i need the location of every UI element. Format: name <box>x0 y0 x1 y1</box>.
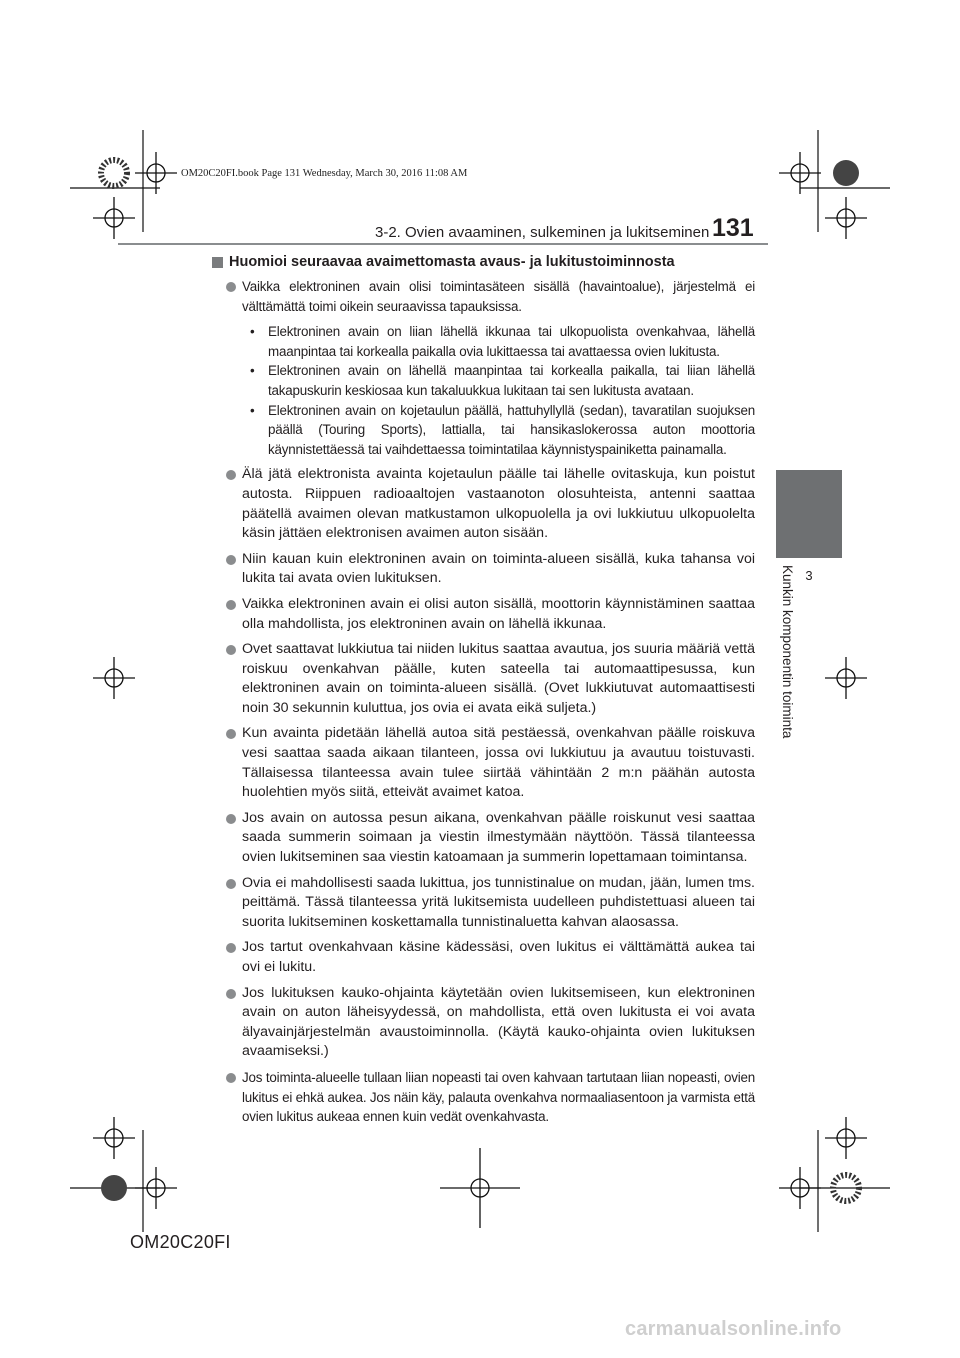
list-item-text: Vaikka elektroninen avain ei olisi auton sisällä, moottorin käynnistäminen saattaa olla mahdollista, jos elektroninen avain on lähellä ikkunaa. <box>242 595 755 632</box>
list-item-text: Ovet saattavat lukkiutua tai niiden lukitus saattaa avautua, jos suuria määriä vettä roiskuu ovenkahvan päälle, kuten sateella tai automaattipesussa, kun elektroninen avain on toiminta-alueen sisällä. (Ovet lukkiutuvat automaattisesti noin 30 sekunnin kuluttua, jos ovia ei avata eikä suljeta.) <box>242 641 755 716</box>
list-item-text: Jos avain on autossa pesun aikana, ovenkahvan päälle roiskunut vesi saattaa saada summerin soimaan ja viestin ilmestymään näyttöön. Tässä tilanteessa ovien lukitseminen saa viestin katoamaan ja summerin lopettamaan toimintansa. <box>242 809 755 866</box>
section-heading-text: Huomioi seuraavaa avaimettomasta avaus- ja lukitustoiminnosta <box>229 254 675 270</box>
circle-bullet-icon <box>226 989 236 999</box>
circle-bullet-icon <box>226 1073 236 1083</box>
chapter-tab <box>776 470 842 558</box>
circle-bullet-icon <box>226 600 236 610</box>
list-item-text: Ovia ei mahdollisesti saada lukittua, jos tunnistinalue on mudan, jään, lumen tms. peittämä. Tässä tilanteessa yritä lukitsemista uudelleen puhdistettuasi alueen tai suorita lukitseminen koskettamalla tunnistinaluetta kahvan alaosassa. <box>242 874 755 930</box>
circle-bullet-icon <box>226 645 236 655</box>
page-content <box>212 252 755 1133</box>
list-item-text: Jos tartut ovenkahvaan käsine kädessäsi, oven lukitus ei välttämättä aukea tai ovi ei lukitu. <box>242 939 755 975</box>
list-item <box>212 724 755 802</box>
printer-header: OM20C20FI.book Page 131 Wednesday, March 30, 2016 11:08 AM <box>181 168 468 179</box>
circle-bullet-icon <box>226 879 236 889</box>
circle-bullet-icon <box>226 470 236 480</box>
chapter-label: Kunkin komponentin toiminta <box>780 565 795 739</box>
list-item <box>212 1068 755 1127</box>
circle-bullet-icon <box>226 943 236 953</box>
list-item <box>212 277 755 459</box>
header-rule <box>118 243 768 245</box>
circle-bullet-icon <box>226 814 236 824</box>
sub-bullet-item: • Elektroninen avain on lähellä maanpintaa tai korkealla paikalla, tai liian lähellä takapuskurin keskiosaa kun takaluukkua lukitaan tai sen lukitusta avataan. <box>250 361 755 400</box>
square-bullet-icon <box>212 257 223 268</box>
section-title: 3-2. Ovien avaaminen, sulkeminen ja lukitseminen <box>375 224 710 241</box>
page-number: 131 <box>712 214 754 242</box>
list-item <box>212 984 755 1062</box>
list-item-text: Niin kauan kuin elektroninen avain on toiminta-alueen sisällä, kuka tahansa voi lukita tai avata ovien lukituksen. <box>242 550 755 587</box>
watermark: carmanualsonline.info <box>625 1318 842 1340</box>
list-item-text: Jos lukituksen kauko-ohjainta käytetään ovien lukitsemiseen, kun elektroninen avain on auton läheisyydessä, on mahdollista, että oven lukitusta ei voi avata älyavainjärjestelmän avaustoiminnolla. (Käytä kauko-ohjainta ovien lukituksen avaamiseksi.) <box>242 984 755 1060</box>
list-item <box>212 640 755 718</box>
list-item <box>212 938 755 977</box>
circle-bullet-icon <box>226 282 236 292</box>
list-item <box>212 465 755 543</box>
section-heading <box>212 252 755 272</box>
list-item-text: Jos toiminta-alueelle tullaan liian nopeasti tai oven kahvaan tartutaan liian nopeasti, ovien lukitus ei ehkä aukea. Jos näin käy, palauta ovenkahva normaaliasentoon ja varmista että ovien lukitus aukeaa ennen kuin vedät ovenkahvasta. <box>242 1069 755 1125</box>
list-item <box>212 595 755 634</box>
circle-bullet-icon <box>226 555 236 565</box>
list-item-text: Kun avainta pidetään lähellä autoa sitä pestäessä, ovenkahvan päälle roiskuva vesi saattaa saada aikaan tilanteen, jossa ovi lukkiutuu ja avautuu toistuvasti. Tällaisessa tilanteessa avain tulee siirtää vähintään 2 m:n päähän autosta huolehtien myös siitä, etteivät avaimet katoa. <box>242 725 755 801</box>
list-item <box>212 874 755 933</box>
circle-bullet-icon <box>226 729 236 739</box>
list-item <box>212 550 755 589</box>
chapter-number: 3 <box>805 568 813 583</box>
list-item <box>212 809 755 868</box>
sub-bullet-list <box>242 322 755 459</box>
list-item-text: Vaikka elektroninen avain olisi toimintasäteen sisällä (havaintoalue), järjestelmä ei välttämättä toimi oikein seuraavissa tapauksissa. <box>242 279 755 314</box>
footer-code: OM20C20FI <box>130 1232 231 1252</box>
sub-bullet-item: • Elektroninen avain on liian lähellä ikkunaa tai ulkopuolista ovenkahvaa, lähellä maanpintaa tai korkealla paikalla ovia lukittaessa tai avattaessa ovien lukitusta. <box>250 322 755 361</box>
list-item-text: Älä jätä elektronista avainta kojetaulun päälle tai lähelle ovitaskuja, kun poistut autosta. Riippuen radioaaltojen vastaanoton olosuhteista, antenni saattaa päätellä avaimen olevan matkustamon ulkopuolella ja ovi lukkiutuu ulkopuolelta käsin jättäen elektronisen avaimen auton sisään. <box>242 466 755 542</box>
sub-bullet-item: • Elektroninen avain on kojetaulun päällä, hattuhyllyllä (sedan), tavaratilan suojuksen päällä (Touring Sports), lattialla, tai hansikaslokerossa auton moottoria käynnistettäessä tai vaihdettaessa toimintatilaa käynnistyspainiketta painamalla. <box>250 401 755 460</box>
